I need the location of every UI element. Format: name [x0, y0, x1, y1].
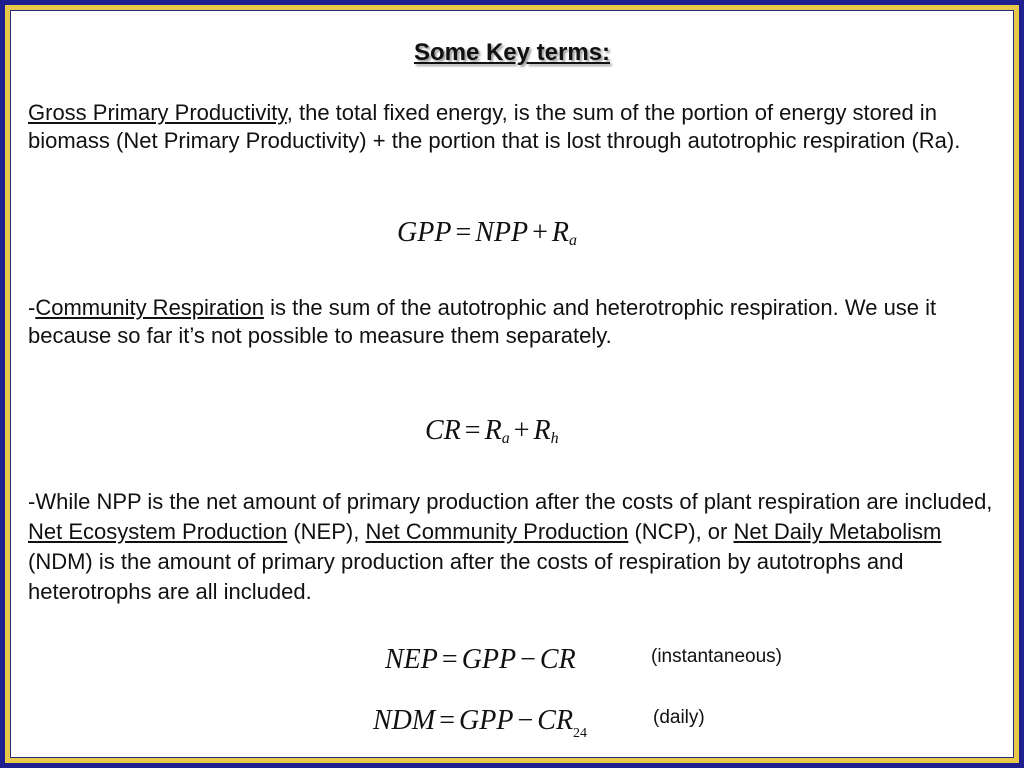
slide-title: Some Key terms:	[413, 39, 611, 66]
npp-text4: (NDM) is the amount of primary production after the costs of respiration by autotrophs and heterotrophs are all included.	[28, 549, 904, 604]
eq-nep-op2: −	[520, 644, 536, 675]
eq-cr-t1-sub: a	[501, 430, 510, 447]
ndm-term: Net Daily Metabolism	[733, 519, 942, 544]
nep-note: (instantaneous)	[651, 646, 782, 667]
slide-frame-inner	[5, 5, 1019, 763]
eq-nep-t1: GPP	[461, 644, 517, 675]
eq-cr-t2: R	[533, 415, 551, 446]
cr-prefix: -	[28, 295, 36, 320]
eq-ndm-op1: =	[439, 705, 456, 736]
eq-nep-op1: =	[441, 644, 458, 675]
eq-nep-lhs: NEP	[385, 644, 438, 675]
eq-cr-t2-sub: h	[550, 430, 559, 447]
ndm-equation	[373, 705, 588, 741]
gpp-equation	[397, 217, 577, 249]
cr-term: Community Respiration	[35, 295, 264, 320]
gpp-text: , the total fixed energy, is the sum of the portion of energy stored in biomass (Net Primary Productivity) + the portion that is lost through autotrophic respiration (Ra).	[28, 100, 961, 153]
eq-gpp-t2-sub: a	[569, 232, 578, 249]
eq-cr-t1: R	[484, 415, 502, 446]
eq-ndm-t2-sub: 24	[573, 726, 588, 741]
eq-ndm-lhs: NDM	[373, 705, 436, 736]
eq-cr-op2: +	[513, 415, 530, 446]
eq-cr-lhs: CR	[425, 415, 461, 446]
cr-paragraph	[28, 294, 1003, 350]
gpp-paragraph	[28, 99, 1003, 155]
npp-text3: (NCP), or	[628, 519, 734, 544]
eq-gpp-op1: =	[455, 217, 472, 248]
ncp-term: Net Community Production	[365, 519, 629, 544]
eq-gpp-op2: +	[532, 217, 548, 248]
npp-paragraph	[28, 487, 1003, 607]
nep-equation	[385, 644, 576, 676]
npp-text1: -While NPP is the net amount of primary production after the costs of plant respiration are included,	[28, 489, 993, 514]
slide	[10, 10, 1014, 758]
eq-gpp-lhs: GPP	[397, 217, 452, 248]
eq-nep-t2: CR	[539, 644, 576, 675]
cr-equation	[425, 415, 559, 447]
eq-ndm-t2: CR	[537, 705, 574, 736]
nep-term: Net Ecosystem Production	[28, 519, 288, 544]
eq-ndm-op2: −	[517, 705, 534, 736]
npp-text2: (NEP),	[287, 519, 366, 544]
cr-text: is the sum of the autotrophic and heterotrophic respiration. We use it because so far it’s not possible to measure them separately.	[28, 295, 937, 348]
ndm-note: (daily)	[653, 707, 705, 728]
eq-ndm-t1: GPP	[459, 705, 514, 736]
eq-gpp-t2: R	[551, 217, 570, 248]
eq-cr-op1: =	[464, 415, 481, 446]
eq-gpp-t1: NPP	[475, 217, 529, 248]
gpp-term: Gross Primary Productivity	[28, 100, 287, 125]
